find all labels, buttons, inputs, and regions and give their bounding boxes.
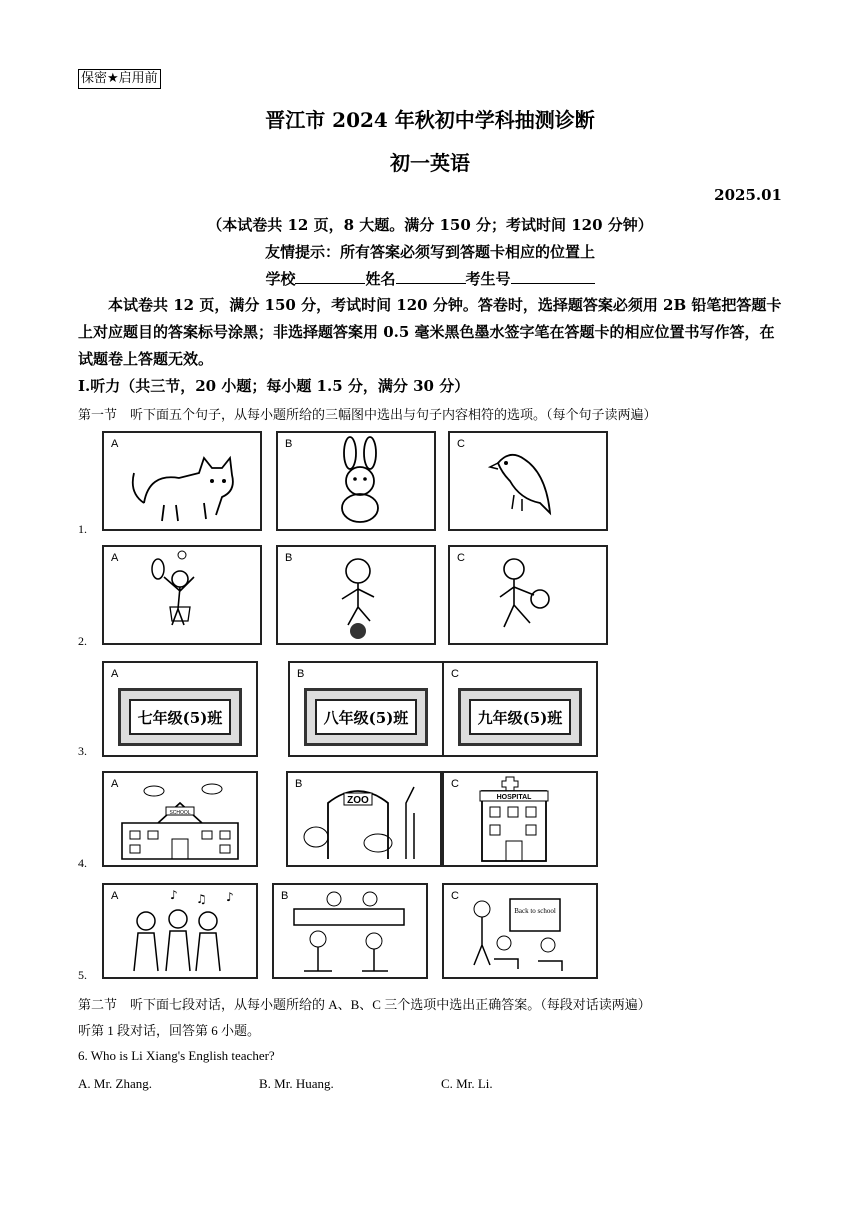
picture-option[interactable] [102,771,258,867]
id-blank [511,269,595,284]
student-fields [0,268,860,289]
question-number: 2. [78,634,87,648]
class-sign-text: 九年级(5)班 [469,699,571,735]
building-sign-text: SCHOOL [169,810,191,816]
question-number: 3. [78,744,87,758]
picture-option[interactable] [102,545,262,645]
question-number: 5. [78,968,87,982]
school-blank [295,269,365,284]
option-label: C [457,438,465,450]
part1-instructions: 第一节 听下面五个句子，从每小题所给的三幅图中选出与句子内容相符的选项。（每个句子读两遍） [78,407,657,422]
tennis-player-icon [104,547,260,643]
option-c[interactable]: C. Mr. Li. [441,1076,493,1091]
picture-option[interactable] [442,661,598,757]
svg-text:♪: ♪ [226,890,234,904]
option-a[interactable]: A. Mr. Zhang. [78,1076,153,1091]
picture-option[interactable] [276,545,436,645]
picture-option[interactable] [102,661,258,757]
cat-icon [104,433,260,529]
option-label: A [111,890,119,902]
class-sign [118,688,242,746]
picture-option[interactable] [442,771,598,867]
picture-option[interactable] [288,661,444,757]
picture-option[interactable] [272,883,428,979]
instructions: 本试卷共 12 页，满分 150 分，考试时间 120 分钟。答卷时，选择题答案必须用 2B 铅笔把答题卡上对应题目的答案标号涂黑；非选择题答案用 0.5 毫米黑色墨水签字笔在答题卡的相应位置书写作答，在试题卷上答题无效。 [78,296,782,368]
school-label: 学校 [265,270,296,288]
building-sign-text: ZOO [347,795,369,806]
dialog-intro: 听第 1 段对话，回答第 6 小题。 [78,1023,261,1038]
picture-option[interactable] [448,431,608,531]
exam-title: 晋江市 2024 年秋初中学科抽测诊断 [265,108,595,132]
picture-option[interactable] [442,883,598,979]
class-sign [458,688,582,746]
classroom-icon [444,885,596,977]
exam-info: （本试卷共 12 页，8 大题。满分 150 分；考试时间 120 分钟） [207,216,653,234]
class-sign-text: 七年级(5)班 [129,699,231,735]
picture-option[interactable] [276,431,436,531]
class-sign-text: 八年级(5)班 [315,699,417,735]
bird-icon [450,433,606,529]
school-icon [104,773,256,865]
building-sign-text: HOSPITAL [496,794,532,801]
option-label: B [297,668,305,680]
option-label: C [451,778,459,790]
question-6: 6. Who is Li Xiang's English teacher? [78,1048,275,1063]
part2-instructions: 第二节 听下面七段对话，从每小题所给的 A、B、C 三个选项中选出正确答案。（每段对话读两遍） [78,997,651,1012]
picture-option[interactable] [102,883,258,979]
option-label: B [285,552,293,564]
option-label: A [111,668,119,680]
students-reading-icon [274,885,426,977]
option-label: C [457,552,465,564]
option-label: A [111,778,119,790]
basketball-player-icon [450,547,606,643]
singers-icon [104,885,256,977]
name-blank [396,269,466,284]
rabbit-icon [278,433,434,529]
option-label: B [295,778,303,790]
tip: 友情提示：所有答案必须写到答题卡相应的位置上 [264,243,595,261]
name-label: 姓名 [365,270,396,288]
option-label: C [451,668,459,680]
confidential-stamp: 保密★启用前 [78,69,161,89]
picture-option[interactable] [102,431,262,531]
zoo-icon [288,773,440,865]
board-text: Back to school [514,907,556,915]
option-label: C [451,890,459,902]
class-sign [304,688,428,746]
soccer-player-icon [278,547,434,643]
option-label: A [111,552,119,564]
option-label: B [281,890,289,902]
svg-text:♪: ♪ [170,888,178,902]
exam-subtitle: 初一英语 [390,151,470,175]
picture-option[interactable] [286,771,442,867]
exam-date: 2025.01 [714,186,782,204]
question-number: 4. [78,856,87,870]
section-title: I.听力（共三节，20 小题；每小题 1.5 分，满分 30 分） [78,377,470,395]
option-label: B [285,438,293,450]
hospital-icon [444,773,596,865]
id-label: 考生号 [465,270,511,288]
question-number: 1. [78,522,87,536]
option-label: A [111,438,119,450]
svg-text:♫: ♫ [196,892,207,906]
picture-option[interactable] [448,545,608,645]
option-b[interactable]: B. Mr. Huang. [259,1076,334,1091]
